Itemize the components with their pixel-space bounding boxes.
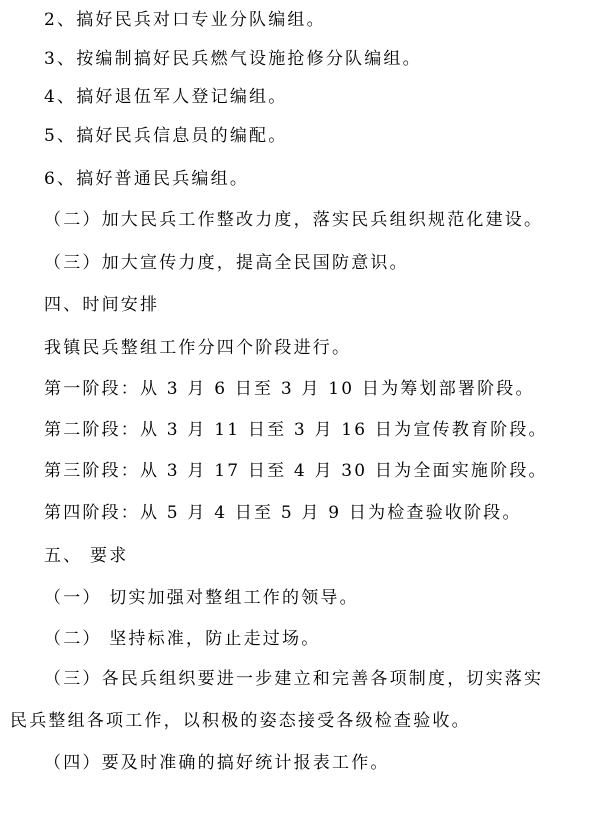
item-5-information-staff: 5、搞好民兵信息员的编配。 xyxy=(44,126,288,146)
phase-3: 第三阶段：从 3 月 17 日至 4 月 30 日为全面实施阶段。 xyxy=(44,461,548,481)
schedule-intro: 我镇民兵整组工作分四个阶段进行。 xyxy=(44,338,352,358)
requirement-4: （四）要及时准确的搞好统计报表工作。 xyxy=(44,753,390,773)
section-4-heading: 四、时间安排 xyxy=(44,295,160,315)
requirement-3-part-2: 民兵整组各项工作，以积极的姿态接受各级检查验收。 xyxy=(10,711,471,731)
requirement-1: （一） 切实加强对整组工作的领导。 xyxy=(44,588,359,608)
requirement-2: （二） 坚持标准，防止走过场。 xyxy=(44,629,321,649)
phase-4: 第四阶段：从 5 月 4 日至 5 月 9 日为检查验收阶段。 xyxy=(44,503,522,523)
requirement-3-part-1: （三）各民兵组织要进一步建立和完善各项制度，切实落实 xyxy=(44,669,544,689)
subsection-2-rectification: （二）加大民兵工作整改力度，落实民兵组织规范化建设。 xyxy=(44,210,544,230)
item-2-militia-specialty-teams: 2、搞好民兵对口专业分队编组。 xyxy=(44,10,326,30)
item-6-ordinary-militia: 6、搞好普通民兵编组。 xyxy=(44,169,250,189)
phase-2: 第二阶段：从 3 月 11 日至 3 月 16 日为宣传教育阶段。 xyxy=(44,420,548,440)
item-4-veteran-registration: 4、搞好退伍军人登记编组。 xyxy=(44,87,288,107)
phase-1: 第一阶段：从 3 月 6 日至 3 月 10 日为筹划部署阶段。 xyxy=(44,379,535,399)
section-5-heading: 五、 要求 xyxy=(44,546,129,566)
subsection-3-publicity: （三）加大宣传力度，提高全民国防意识。 xyxy=(44,253,409,273)
item-3-gas-repair-teams: 3、按编制搞好民兵燃气设施抢修分队编组。 xyxy=(44,49,422,69)
